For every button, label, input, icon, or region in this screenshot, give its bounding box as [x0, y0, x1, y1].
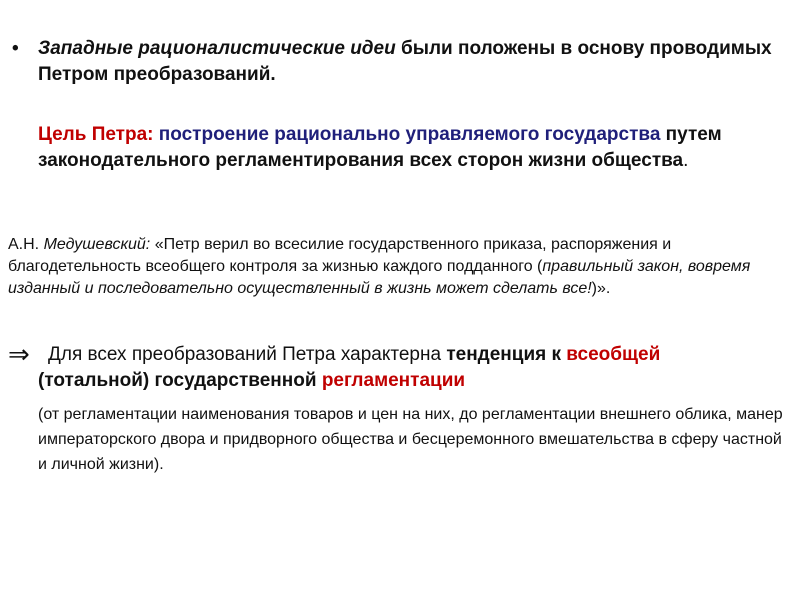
goal-text-part2: путем законодательного регламентирования всех сторон жизни общества [38, 124, 722, 171]
tendency-part4: (тотальной) государственной [38, 370, 322, 391]
paragraph-western-ideas-text [38, 36, 782, 88]
quote-text-part1: «Петр верил во всесилие государственного приказа, распоряжения и благодетельность всеобщего контроля за жизнью каждого подданного ( [8, 236, 672, 275]
goal-label: Цель Петра: [38, 124, 154, 145]
goal-period: . [683, 150, 689, 171]
tendency-part2: тенденция к [446, 344, 567, 365]
paragraph-peter-goal [38, 122, 783, 174]
western-ideas-italic: Западные рационалистические идеи [38, 38, 396, 59]
paragraph-examples: (от регламентации наименования товаров и цен на них, до регламентации внешнего облика, манер императорского двора и придворного общества и бесцеремонного вмешательства в сферу частной и личной жизни). [38, 406, 783, 473]
tendency-part3: всеобщей [566, 344, 661, 365]
paragraph-tendency [8, 339, 783, 394]
tendency-line2 [8, 368, 783, 394]
paragraph-western-ideas [12, 36, 782, 88]
quote-author-surname: Медушевский: [43, 236, 151, 253]
bullet-icon: • [12, 38, 19, 59]
paragraph-quote [8, 234, 783, 300]
goal-text-part1: построение рационально управляемого государства [153, 124, 661, 145]
tendency-part5: регламентации [321, 370, 466, 391]
quote-author: А.Н. [8, 236, 44, 253]
double-arrow-icon: ⇒ [8, 339, 30, 369]
western-ideas-rest: были положены в основу проводимых Петром преобразований. [38, 38, 772, 85]
quote-text-italic: правильный закон, вовремя изданный и последовательно осуществленный в жизнь может сделать все! [8, 258, 751, 297]
tendency-part1: Для всех преобразований Петра характерна [48, 344, 447, 365]
quote-text-end: )». [591, 280, 611, 297]
tendency-line1 [8, 339, 783, 369]
